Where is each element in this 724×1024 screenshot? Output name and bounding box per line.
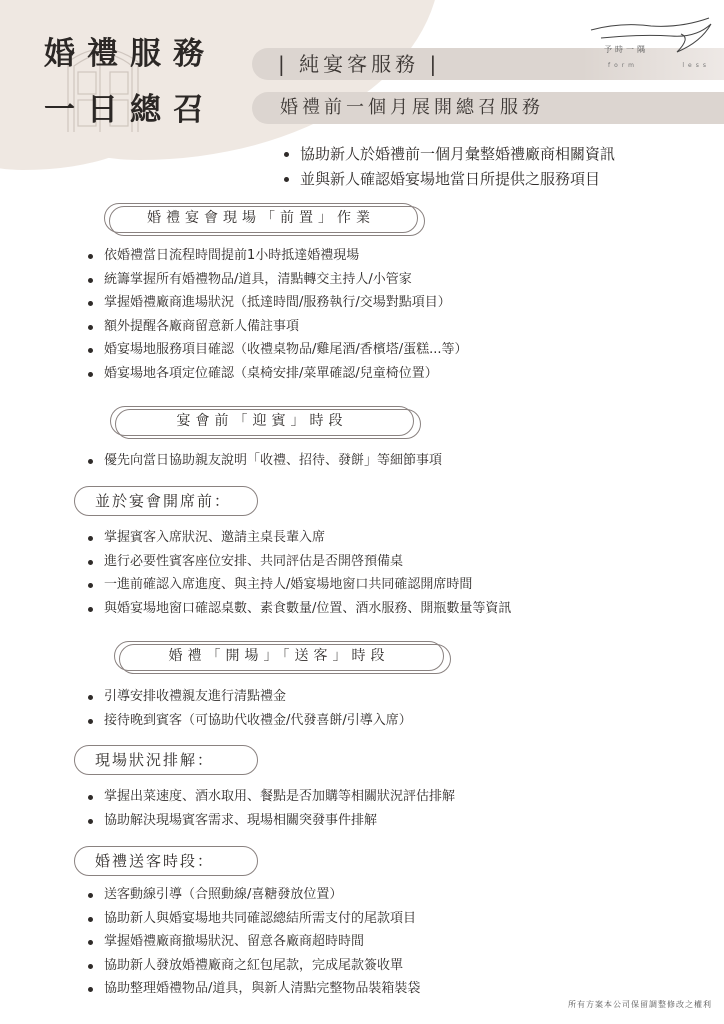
section-heading-opening-farewell: 婚禮「開場」「送客」時段 (114, 641, 444, 671)
service-type-banner (252, 48, 582, 80)
section-list-on-site-issues (88, 788, 455, 835)
list-item: 進行必要性賓客座位安排、共同評估是否開啓預備桌 (88, 553, 511, 577)
section-list-welcome (88, 452, 442, 476)
brand-logo-text: 予時一隅 (604, 45, 648, 54)
list-item: 掌握婚禮廠商撤場狀況、留意各廠商超時時間 (88, 933, 420, 957)
list-item: 送客動線引導（合照動線/喜糖發放位置） (88, 886, 420, 910)
list-item: 與婚宴場地窗口確認桌數、素食數量/位置、酒水服務、開瓶數量等資訊 (88, 600, 511, 624)
list-item: 掌握賓客入席狀況、邀請主桌長輩入席 (88, 529, 511, 553)
list-item: 協助解決現場賓客需求、現場相關突發事件排解 (88, 812, 455, 836)
section-list-farewell-period (88, 886, 420, 1004)
service-scope-banner (252, 92, 724, 124)
list-item: 掌握婚禮廠商進場狀況（抵達時間/服務執行/交場對點項目） (88, 294, 468, 318)
section-list-before-banquet (88, 529, 511, 623)
list-item: 婚宴場地各項定位確認（桌椅安排/菜單確認/兒童椅位置） (88, 365, 468, 389)
section-heading-farewell-period: 婚禮送客時段： (74, 846, 258, 876)
brand-logo-en-left: form (608, 62, 638, 69)
intro-list (284, 144, 615, 194)
list-item: 依婚禮當日流程時間提前1小時抵達婚禮現場 (88, 247, 468, 271)
section-list-opening-farewell (88, 688, 412, 735)
section-list-preparation (88, 247, 468, 388)
page-title-line2: 一日總召 (44, 92, 216, 128)
list-item: 婚宴場地服務項目確認（收禮桌物品/雞尾酒/香檳塔/蛋糕...等） (88, 341, 468, 365)
list-item: 統籌掌握所有婚禮物品/道具，清點轉交主持人/小管家 (88, 271, 468, 295)
brand-logo-en-right: less (682, 62, 710, 69)
list-item: 協助新人發放婚禮廠商之紅包尾款，完成尾款簽收單 (88, 957, 420, 981)
section-heading-preparation: 婚禮宴會現場「前置」作業 (104, 203, 418, 233)
section-heading-before-banquet: 並於宴會開席前： (74, 486, 258, 516)
list-item: 一進前確認入席進度、與主持人/婚宴場地窗口共同確認開席時間 (88, 576, 511, 600)
list-item: 協助新人與婚宴場地共同確認總結所需支付的尾款項目 (88, 910, 420, 934)
section-heading-welcome: 宴會前「迎賓」時段 (110, 406, 414, 436)
list-item: 接待晚到賓客（可協助代收禮金/代發喜餅/引導入席） (88, 712, 412, 736)
section-heading-on-site-issues: 現場狀況排解： (74, 745, 258, 775)
list-item: 引導安排收禮親友進行清點禮金 (88, 688, 412, 712)
list-item: 協助整理婚禮物品/道具，與新人清點完整物品裝箱裝袋 (88, 980, 420, 1004)
list-item: 協助新人於婚禮前一個月彙整婚禮廠商相關資訊 (284, 144, 615, 169)
page-title-line1: 婚禮服務 (44, 36, 216, 72)
list-item: 額外提醒各廠商留意新人備註事項 (88, 318, 468, 342)
list-item: 掌握出菜速度、酒水取用、餐點是否加購等相關狀況評估排解 (88, 788, 455, 812)
service-scope-label: 婚禮前一個月展開總召服務 (280, 97, 544, 118)
service-type-label: | 純宴客服務 | (278, 52, 441, 76)
footer-disclaimer: 所有方案本公司保留調整修改之權利 (568, 1000, 712, 1009)
list-item: 並與新人確認婚宴場地當日所提供之服務項目 (284, 169, 615, 194)
list-item: 優先向當日協助親友說明「收禮、招待、發餅」等細節事項 (88, 452, 442, 476)
